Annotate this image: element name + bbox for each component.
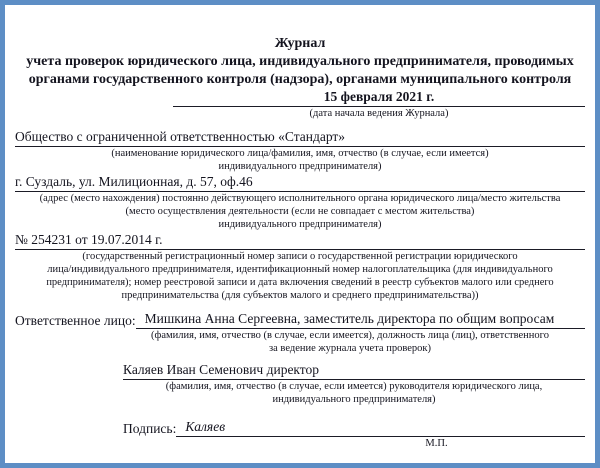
start-date-caption: (дата начала ведения Журнала) bbox=[309, 108, 449, 119]
address-caption-line3: индивидуального предпринимателя) bbox=[218, 219, 382, 230]
responsible-person-value: Мишкина Анна Сергеевна, заместитель директора по общим вопросам bbox=[136, 311, 585, 329]
seal-mark: М.П. bbox=[425, 438, 448, 449]
seal-mark-wrap bbox=[288, 437, 585, 450]
head-of-entity-value: Каляев Иван Семенович директор bbox=[123, 362, 585, 380]
signature-label: Подпись: bbox=[123, 421, 177, 436]
address-value: г. Суздаль, ул. Милиционная, д. 57, оф.46 bbox=[15, 174, 585, 192]
registration-number-caption-line4: предпринимательства (для субъектов малого и среднего предпринимательства)) bbox=[121, 290, 479, 301]
document-title: Журнал bbox=[274, 36, 326, 51]
address-caption-line1: (адрес (место нахождения) постоянно действующего исполнительного органа юридического лица/место жительства bbox=[39, 193, 561, 204]
responsible-person-row bbox=[15, 311, 585, 329]
responsible-person-caption-line2: за ведение журнала учета проверок) bbox=[269, 343, 431, 354]
registration-number-caption-line1: (государственный регистрационный номер записи о государственной регистрации юридического bbox=[82, 251, 518, 262]
signature-row bbox=[123, 419, 585, 437]
responsible-person-caption-line1: (фамилия, имя, отчество (в случае, если имеется), должность лица (лиц), ответственного bbox=[151, 330, 549, 341]
registration-number-caption-line3: предпринимателя); номер реестровой записи и дата включения сведений в реестр субъектов малого или среднего bbox=[46, 277, 554, 288]
head-of-entity-captions bbox=[123, 380, 585, 406]
responsible-person-captions bbox=[115, 329, 585, 355]
address-field bbox=[15, 174, 585, 231]
org-name-caption-line1: (наименование юридического лица/фамилия, имя, отчество (в случае, если имеется) bbox=[111, 148, 489, 159]
head-of-entity-row bbox=[123, 362, 585, 380]
document-subtitle-line1: учета проверок юридического лица, индивидуального предпринимателя, проводимых bbox=[26, 54, 574, 69]
org-name-caption-line2: индивидуального предпринимателя) bbox=[218, 161, 382, 172]
document-subtitle-line2: органами государственного контроля (надзора), органами муниципального контроля bbox=[28, 72, 572, 87]
signature-field bbox=[123, 419, 585, 450]
head-of-entity-caption-line2: индивидуального предпринимателя) bbox=[272, 394, 436, 405]
start-date-value: 15 февраля 2021 г. bbox=[173, 89, 585, 107]
org-name-field bbox=[15, 129, 585, 173]
head-of-entity-field bbox=[15, 362, 585, 406]
responsible-person-label: Ответственное лицо: bbox=[15, 313, 136, 328]
registration-number-value: № 254231 от 19.07.2014 г. bbox=[15, 232, 585, 250]
responsible-person-field bbox=[15, 311, 585, 355]
address-caption-line2: (место осуществления деятельности (если не совпадает с местом жительства) bbox=[125, 206, 475, 217]
head-of-entity-caption-line1: (фамилия, имя, отчество (в случае, если имеется) руководителя юридического лица, bbox=[165, 381, 543, 392]
document-header bbox=[15, 35, 585, 89]
registration-number-caption-line2: лица/индивидуального предпринимателя, идентификационный номер налогоплательщика (для индивидуального bbox=[47, 264, 553, 275]
org-name-value: Общество с ограниченной ответственностью «Стандарт» bbox=[15, 129, 585, 147]
start-date-field bbox=[173, 89, 585, 120]
signature-value: Каляев bbox=[176, 419, 585, 437]
registration-number-field bbox=[15, 232, 585, 302]
